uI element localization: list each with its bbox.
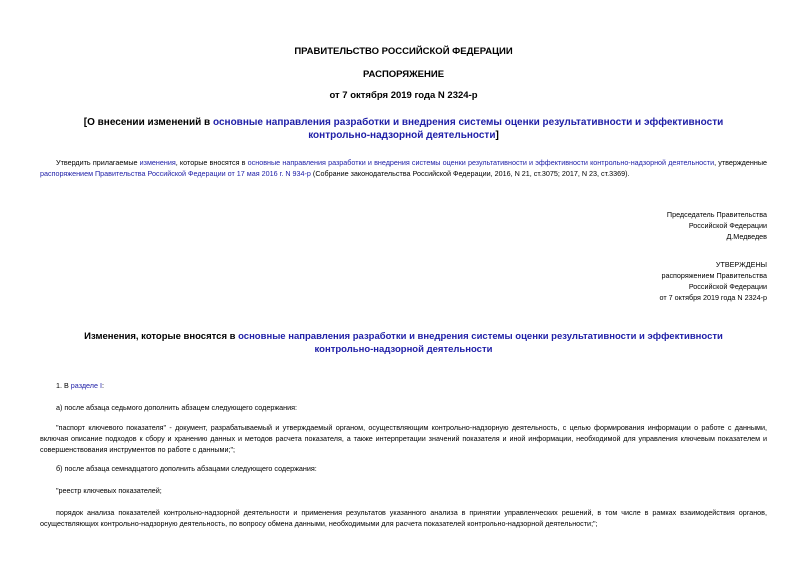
item-a: а) после абзаца седьмого дополнить абзацем следующего содержания: [56, 403, 298, 412]
document-title [55, 116, 752, 142]
title-suffix: ] [495, 130, 499, 141]
approve-text-4: (Собрание законодательства Российской Федерации, 2016, N 21, ст.3075; 2017, N 23, ст.3369). [310, 169, 630, 178]
approve-paragraph [40, 157, 767, 179]
changes-link[interactable]: изменения [139, 158, 176, 167]
item-registry: "реестр ключевых показателей; [56, 486, 162, 495]
signature-line-2: Российской Федерации [688, 221, 767, 230]
main-directions-link[interactable]: основные направления разработки и внедрения системы оценки результативности и эффективности контрольно-надзорной деятельности [247, 158, 715, 167]
item-1-prefix: 1. В [56, 381, 71, 390]
signature-line-1: Председатель Правительства [666, 210, 767, 219]
item-passport-definition: "паспорт ключевого показателя" - документ, разрабатываемый и утверждаемый органом, осуществляющим контрольно-надзорную деятельность, с целью формирования информации о работе с данными, включая описание подходов к сбору и хранению данных и методов расчета показателя, а также интерпретации значений показателя и иной информации, необходимой для управления ключевым показателем и совершенствования инструментов по работе с данными;"; [40, 423, 767, 454]
approved-line-4: от 7 октября 2019 года N 2324-р [659, 293, 767, 302]
approve-text-1: Утвердить прилагаемые [56, 158, 140, 167]
government-heading: ПРАВИТЕЛЬСТВО РОССИЙСКОЙ ФЕДЕРАЦИИ [294, 46, 513, 57]
item-1-suffix: : [102, 381, 104, 390]
order-934-link[interactable]: распоряжением Правительства Российской Федерации от 17 мая 2016 г. N 934-р [40, 169, 311, 178]
item-analysis-procedure: порядок анализа показателей контрольно-надзорной деятельности и применения результатов указанного анализа в принятии управленческих решений, в том числе в рамках взаимодействия органов, осуществляющих контрольно-надзорную деятельность, по вопросу обмена данными, необходимыми для расчета показателей контрольно-надзорной деятельности;"; [40, 508, 767, 528]
title-prefix: [О внесении изменений в [83, 117, 213, 128]
signature-block [567, 209, 767, 242]
section-i-link[interactable]: разделе I [70, 381, 102, 390]
approved-line-3: Российской Федерации [688, 282, 767, 291]
approve-text-3: , утвержденные [714, 158, 767, 167]
document-date-number: от 7 октября 2019 года N 2324-р [329, 90, 478, 101]
changes-section-title [55, 330, 752, 356]
section-title-link[interactable]: основные направления разработки и внедрения системы оценки результативности и эффективности контрольно-надзорной деятельности [238, 331, 723, 355]
signature-line-3: Д.Медведев [726, 232, 767, 241]
title-link[interactable]: основные направления разработки и внедрения системы оценки результативности и эффективности контрольно-надзорной деятельности [212, 117, 724, 141]
section-title-prefix: Изменения, которые вносятся в [84, 331, 239, 342]
approved-line-2: распоряжением Правительства [661, 271, 767, 280]
item-b: б) после абзаца семнадцатого дополнить абзацами следующего содержания: [56, 464, 317, 473]
approved-line-1: УТВЕРЖДЕНЫ [715, 260, 767, 269]
approved-block [567, 259, 767, 303]
approve-text-2: , которые вносятся в [175, 158, 248, 167]
item-1 [40, 380, 767, 391]
document-type-heading: РАСПОРЯЖЕНИЕ [362, 69, 445, 80]
